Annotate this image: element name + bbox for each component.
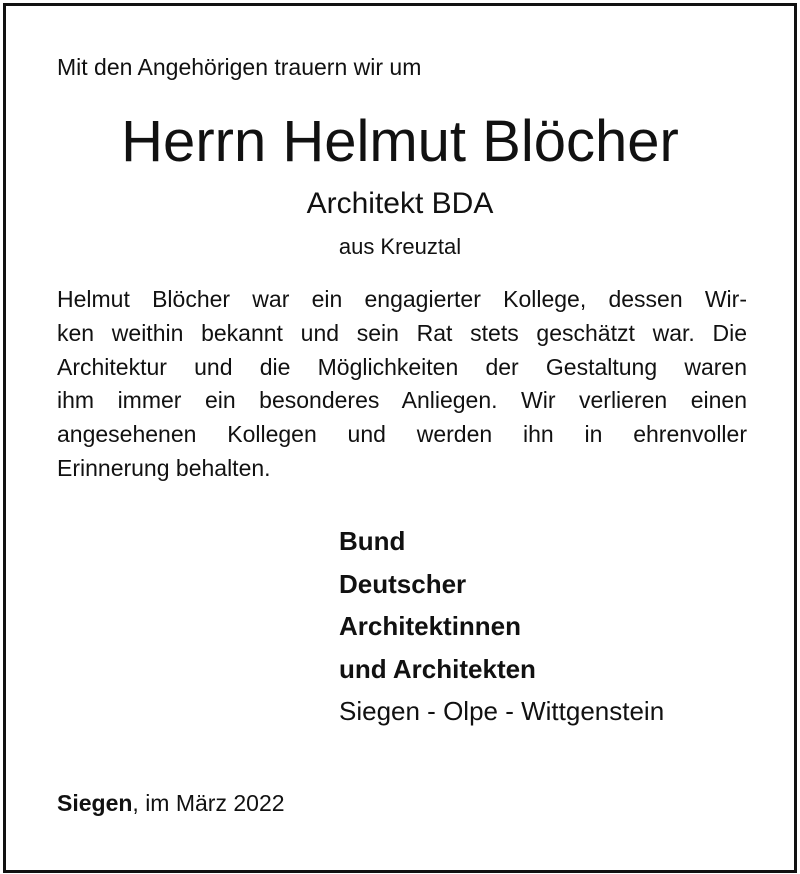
tribute-paragraph bbox=[57, 283, 747, 486]
paragraph-line: ihm immer ein besonderes Anliegen. Wir verlieren einen bbox=[57, 387, 747, 414]
organization-name-line: Architektinnen bbox=[339, 611, 522, 641]
paragraph-line: Erinnerung behalten. bbox=[57, 454, 271, 481]
paragraph-line: Architektur und die Möglichkeiten der Gestaltung waren bbox=[57, 353, 747, 380]
footer-date: , im März 2022 bbox=[132, 790, 285, 816]
paragraph-line: Helmut Blöcher war ein engagierter Kollege, dessen Wir- bbox=[57, 286, 747, 312]
organization-name-line: Bund bbox=[339, 526, 406, 556]
footer-place: Siegen bbox=[57, 790, 133, 816]
organization-name-line: Deutscher bbox=[339, 568, 467, 599]
origin-text: aus Kreuztal bbox=[338, 234, 462, 259]
paragraph-line: ken weithin bekannt und sein Rat stets geschätzt war. Die bbox=[57, 319, 747, 346]
deceased-name: Herrn Helmut Blöcher bbox=[121, 109, 679, 174]
place-date-line bbox=[57, 787, 285, 819]
profession-title: Architekt BDA bbox=[306, 187, 494, 220]
organization-region: Siegen - Olpe - Wittgenstein bbox=[339, 696, 665, 726]
organization-signature bbox=[339, 520, 664, 732]
organization-name-line: und Architekten bbox=[339, 653, 536, 684]
paragraph-line: angesehenen Kollegen und werden ihn in ehrenvoller bbox=[57, 421, 747, 448]
intro-text: Mit den Angehörigen trauern wir um bbox=[57, 54, 422, 80]
